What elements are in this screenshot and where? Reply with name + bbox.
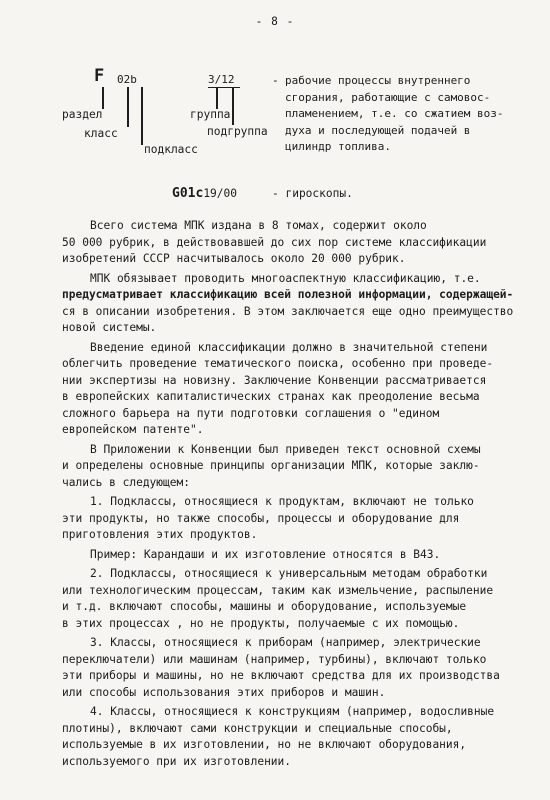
description-line: цилиндр топлива. (285, 140, 391, 153)
label-subgroup: подгруппа (207, 125, 268, 138)
principle-3 (62, 635, 542, 701)
paragraph-line: 3. Классы, относящиеся к приборам (например, электрические (90, 636, 481, 649)
paragraph-line: новой системы. (62, 321, 157, 334)
paragraph-system-size (62, 218, 542, 268)
paragraph-line: в европейских капиталистических странах как преодоление весьма (62, 390, 480, 403)
paragraph-line: и т.д. включают способы, машины и оборудование, используемые (62, 600, 467, 613)
paragraph-line: Всего система МПК издана в 8 томах, содержит около (90, 219, 427, 232)
second-example-code (172, 186, 237, 203)
paragraph-appendix (62, 442, 542, 492)
paragraph-line: облегчить проведение тематического поиска, особенно при проведе- (62, 357, 494, 370)
paragraph-line: используемые в их изготовлении, но не включают оборудования, (62, 738, 467, 751)
paragraph-line: сложного барьера на пути подготовки соглашения о "едином (62, 406, 440, 420)
paragraph-line: или технологическим процессам, таким как измельчение, распыление (62, 583, 494, 597)
paragraph-line: эти приборы и машины, но не включают средства для их производства (62, 669, 500, 682)
paragraph-line: или способы использования этих приборов и машин. (62, 685, 386, 699)
page-number: - 8 - (255, 15, 295, 28)
group-connector-line (216, 87, 218, 109)
paragraph-line: нии экспертизы на новизну. Заключение Конвенции рассматривается (62, 373, 487, 387)
paragraph-line: плотины), включают сами конструкции и специальные способы, (62, 721, 453, 735)
paragraph-line: эти продукты, но также способы, процессы и оборудование для (62, 511, 460, 525)
paragraph-line: МПК обязывает проводить многоаспектную классификацию, т.е. (90, 271, 481, 285)
paragraph-line: приготовления этих продуктов. (62, 528, 258, 541)
paragraph-line: Введение единой классификации должно в значительной степени (90, 340, 488, 354)
paragraph-line: предусматривает классификацию всей полезной информации, содержащей- (62, 288, 514, 301)
classification-description (285, 73, 504, 156)
paragraph-line: Пример: Карандаши и их изготовление относятся в В43. (90, 547, 441, 561)
paragraph-line: изобретений СССР насчитывалось около 20 000 рубрик. (62, 252, 406, 265)
section-connector-line (102, 87, 104, 109)
principle-1-example (62, 547, 542, 564)
paragraph-line: ся в описании изобретения. В этом заключается еще одно преимущество (62, 304, 514, 318)
paragraph-unified-classification (62, 340, 542, 439)
paragraph-multiaspect (62, 271, 542, 337)
principle-2 (62, 566, 542, 632)
description-line: духа и последующей подачей в (285, 123, 471, 137)
second-example-prefix: G01c (172, 186, 204, 201)
group-underline (208, 87, 240, 88)
description-dash: - (272, 74, 279, 87)
paragraph-line: чались в следующем: (62, 475, 190, 489)
class-connector-line (127, 87, 129, 127)
label-subclass: подкласс (144, 143, 198, 156)
paragraph-line: используемого при их изготовлении. (62, 754, 292, 768)
section-letter: F (94, 66, 105, 86)
paragraph-line: 50 000 рубрик, в действовавшей до сих пор системе классификации (62, 235, 487, 249)
subclass-connector-line (141, 87, 143, 145)
second-example-suffix: 19/00 (203, 187, 237, 200)
label-class: класс (84, 127, 118, 140)
paragraph-line: 4. Классы, относящиеся к конструкциям (например, водосливные (90, 705, 495, 718)
description-line: рабочие процессы внутреннего (285, 74, 471, 87)
label-group: группа (190, 108, 231, 121)
class-subclass-code: 02b (117, 73, 137, 86)
paragraph-line: В Приложении к Конвенции был приведен текст основной схемы (90, 442, 481, 456)
second-example-description: - гироскопы. (272, 187, 353, 200)
paragraph-line: 2. Подклассы, относящиеся к универсальным методам обработки (90, 567, 488, 580)
label-section: раздел (62, 108, 103, 121)
description-line: сгорания, работающие с самовос- (285, 90, 491, 104)
paragraph-line: 1. Подклассы, относящиеся к продуктам, включают не только (90, 495, 474, 508)
principle-4 (62, 704, 542, 770)
description-line: пламенением, т.е. со сжатием воз- (285, 107, 504, 120)
subgroup-connector-line (232, 87, 234, 125)
paragraph-line: и определены основные принципы организации МПК, которые заклю- (62, 459, 480, 472)
body-text (62, 218, 542, 773)
paragraph-line: переключатели) или машинам (например, турбины), включают только (62, 652, 487, 666)
group-subgroup-code: 3/12 (208, 73, 235, 86)
principle-1 (62, 494, 542, 544)
paragraph-line: европейском патенте". (62, 423, 204, 436)
paragraph-line: в этих процессах , но не продукты, получаемые с их помощью. (62, 616, 460, 630)
